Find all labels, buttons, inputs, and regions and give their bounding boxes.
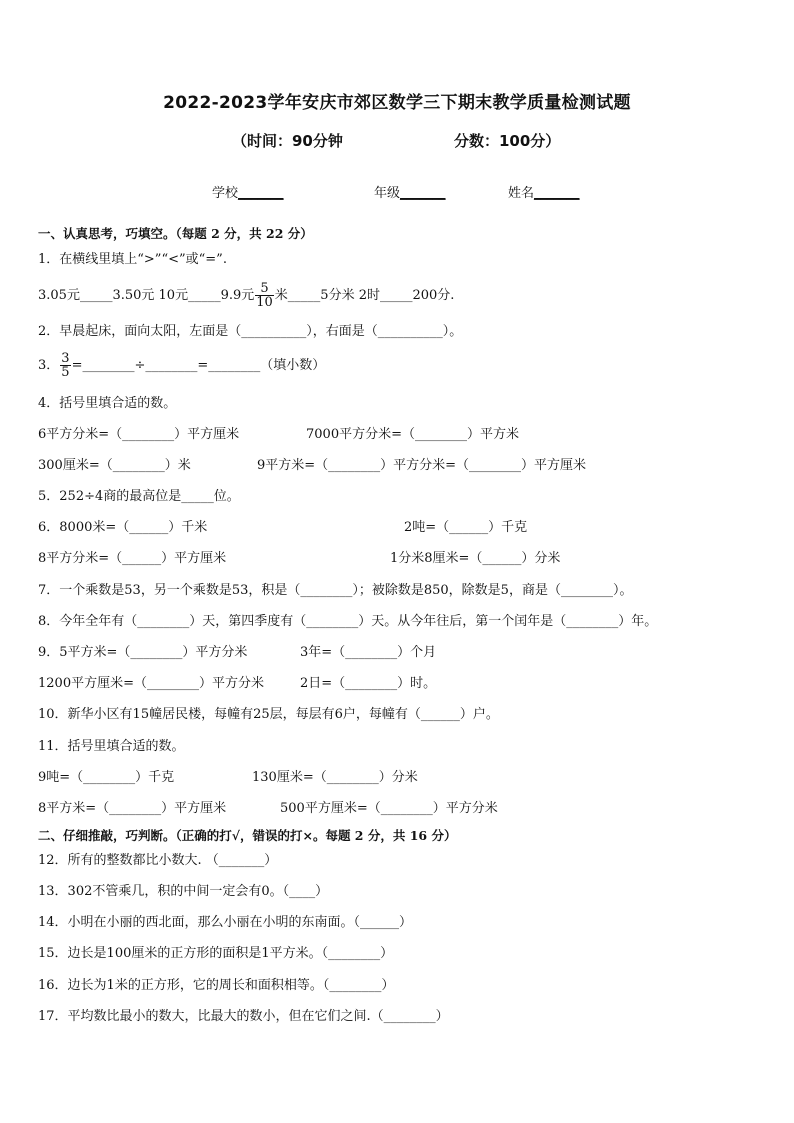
question-1-part-b: 米_____5分米 2时_____200分. (274, 288, 455, 303)
question-6-item: 2吨=（______）千克 (404, 520, 528, 535)
question-4: 4．括号里填合适的数。 (38, 396, 177, 411)
question-5: 5．252÷4商的最高位是_____位。 (38, 489, 240, 504)
school-label: 学校 (212, 186, 239, 201)
fraction-numerator: 5 (255, 282, 274, 296)
fraction-denominator: 10 (256, 295, 273, 310)
question-11: 11．括号里填合适的数。 (38, 739, 185, 754)
question-10: 10．新华小区有15幢居民楼，每幢有25层，每层有6户，每幢有（______）户。 (38, 707, 499, 722)
school-blank: _______ (238, 186, 284, 201)
question-6-item: 1分米8厘米=（______）分米 (390, 551, 561, 566)
fraction-denominator: 5 (61, 365, 70, 380)
question-16: 16．边长为1米的正方形，它的周长和面积相等。（________） (38, 978, 395, 993)
grade-field (374, 182, 446, 201)
name-field (508, 182, 580, 201)
question-4-item: 9平方米=（________）平方分米=（________）平方厘米 (257, 458, 587, 473)
fraction (60, 352, 70, 379)
question-11-item: 8平方米=（________）平方厘米 (38, 801, 227, 816)
section-1-heading: 一、认真思考，巧填空。（每题 2 分，共 22 分） (38, 226, 313, 241)
fraction (255, 282, 274, 309)
question-6-item: 6．8000米=（______）千米 (38, 520, 208, 535)
name-label: 姓名 (508, 186, 535, 201)
question-15: 15．边长是100厘米的正方形的面积是1平方米。（________） (38, 946, 394, 961)
question-11-item: 130厘米=（________）分米 (252, 770, 418, 785)
question-11-item: 500平方厘米=（________）平方分米 (280, 801, 498, 816)
grade-blank: _______ (400, 186, 446, 201)
question-4-item: 7000平方分米=（________）平方米 (306, 427, 519, 442)
question-4-item: 300厘米=（________）米 (38, 458, 191, 473)
question-12: 12．所有的整数都比小数大. （_______） (38, 853, 278, 868)
grade-label: 年级 (374, 186, 401, 201)
question-3 (38, 352, 325, 380)
question-9-item: 1200平方厘米=（________）平方分米 (38, 676, 264, 691)
name-blank: _______ (534, 186, 580, 201)
section-2-heading: 二、仔细推敲，巧判断。（正确的打√，错误的打×。每题 2 分，共 16 分） (38, 828, 457, 843)
question-1-part-a: 3.05元_____3.50元 10元_____9.9元 (38, 288, 255, 303)
school-field (212, 182, 284, 201)
question-9-item: 3年=（________）个月 (300, 645, 437, 660)
question-1-items (38, 282, 454, 310)
question-13: 13．302不管乘几，积的中间一定会有0。（____） (38, 884, 329, 899)
exam-time: （时间：90分钟 (232, 132, 343, 150)
question-7: 7．一个乘数是53，另一个乘数是53，积是（________）；被除数是850，除数是5，商是（________）。 (38, 583, 633, 598)
question-4-item: 6平方分米=（________）平方厘米 (38, 427, 240, 442)
question-14: 14．小明在小丽的西北面，那么小丽在小明的东南面。（______） (38, 915, 413, 930)
question-1: 1．在横线里填上“>”“<”或“=”. (38, 252, 227, 267)
question-6-item: 8平方分米=（______）平方厘米 (38, 551, 227, 566)
exam-score: 分数：100分） (454, 132, 561, 150)
question-17: 17．平均数比最小的数大，比最大的数小，但在它们之间.（________） (38, 1009, 449, 1024)
question-9-item: 2日=（________）时。 (300, 676, 437, 691)
fraction-numerator: 3 (61, 351, 70, 366)
question-2: 2．早晨起床，面向太阳，左面是（__________），右面是（__________）。 (38, 324, 463, 339)
page-title: 2022-2023学年安庆市郊区数学三下期末教学质量检测试题 (163, 93, 631, 113)
question-11-item: 9吨=（________）千克 (38, 770, 175, 785)
question-8: 8．今年全年有（________）天，第四季度有（________）天。从今年往后，第一个闰年是（________）年。 (38, 614, 658, 629)
question-3-rest: =________÷________=________（填小数） (71, 358, 326, 373)
question-9-item: 9．5平方米=（________）平方分米 (38, 645, 248, 660)
question-3-number: 3． (38, 358, 60, 373)
